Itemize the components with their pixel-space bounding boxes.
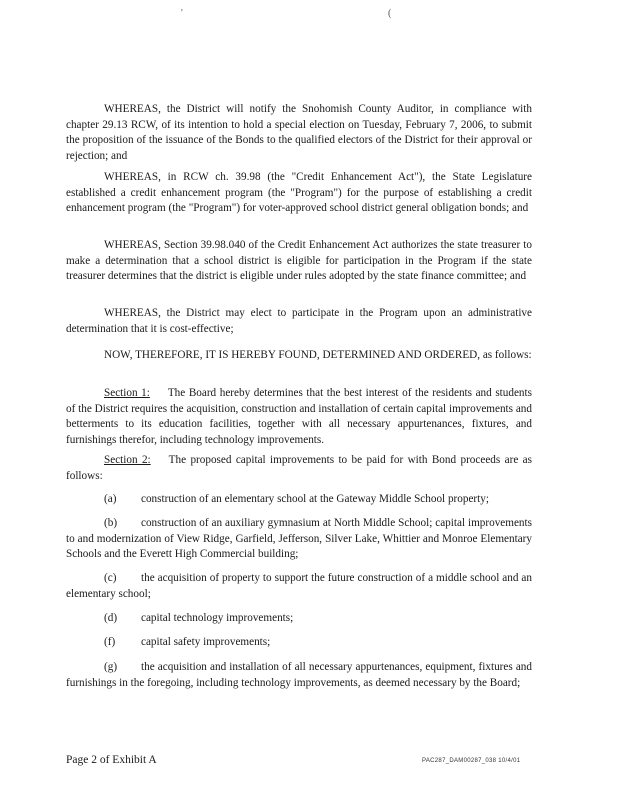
list-item-text: capital technology improvements; bbox=[141, 612, 294, 624]
scan-mark-center: ( bbox=[388, 8, 392, 19]
whereas-paragraph-4: WHEREAS, the District may elect to participate in the Program upon an administrative determination that it is cost-effective; bbox=[66, 307, 532, 335]
list-item-text: capital safety improvements; bbox=[141, 636, 271, 648]
list-item bbox=[66, 571, 532, 602]
section-2-paragraph bbox=[66, 453, 532, 484]
page-footer-label: Page 2 of Exhibit A bbox=[66, 754, 157, 766]
list-item-label: (g) bbox=[104, 661, 118, 673]
list-item-text: the acquisition of property to support the future construction of a middle school and an elementary school; bbox=[66, 572, 532, 600]
list-item-text: the acquisition and installation of all necessary appurtenances, equipment, fixtures and furnishings in the foregoing, including technology improvements, as deemed necessary by the Board; bbox=[66, 661, 532, 689]
section-1-text: The Board hereby determines that the best interest of the residents and students of the District requires the acquisition, construction and installation of certain capital improvements and betterments to its education facilities, together with all necessary appurtenances, fixtures, and furnishings therefor, including technology improvements. bbox=[66, 387, 532, 446]
list-item-label: (f) bbox=[104, 636, 116, 648]
list-item-label: (d) bbox=[104, 612, 118, 624]
section-2-text: The proposed capital improvements to be paid for with Bond proceeds are as follows: bbox=[66, 454, 532, 482]
whereas-paragraph-3: WHEREAS, Section 39.98.040 of the Credit Enhancement Act authorizes the state treasurer to make a determination that a school district is eligible for participation in the Program if the state treasurer determines that the district is eligible under rules adopted by the state finance committee; and bbox=[66, 239, 532, 282]
list-item bbox=[66, 660, 532, 691]
section-1-paragraph bbox=[66, 386, 532, 448]
list-item bbox=[66, 635, 532, 651]
whereas-paragraph-2: WHEREAS, in RCW ch. 39.98 (the "Credit Enhancement Act"), the State Legislature established a credit enhancement program (the "Program") for the purpose of establishing a credit enhancement program (the "Program") for voter-approved school district general obligation bonds; and bbox=[66, 171, 532, 214]
list-item-label: (a) bbox=[104, 493, 117, 505]
list-item bbox=[66, 611, 532, 627]
list-item-label: (c) bbox=[104, 572, 117, 584]
section-1-label: Section 1: bbox=[104, 387, 150, 399]
list-item bbox=[66, 492, 532, 508]
list-item-text: construction of an elementary school at the Gateway Middle School property; bbox=[141, 493, 489, 505]
list-item bbox=[66, 516, 532, 563]
list-item-label: (b) bbox=[104, 517, 118, 529]
list-item-text: construction of an auxiliary gymnasium at North Middle School; capital improvements to and modernization of View Ridge, Garfield, Jefferson, Silver Lake, Whittier and Monroe Elementary Schools and the Everett High Commercial building; bbox=[66, 517, 532, 560]
section-2-label: Section 2: bbox=[104, 454, 151, 466]
document-id: PAC287_DAM00287_038 10/4/01 bbox=[422, 758, 521, 764]
now-therefore-paragraph: NOW, THEREFORE, IT IS HEREBY FOUND, DETERMINED AND ORDERED, as follows: bbox=[104, 349, 532, 361]
whereas-paragraph-1: WHEREAS, the District will notify the Snohomish County Auditor, in compliance with chapter 29.13 RCW, of its intention to hold a special election on Tuesday, February 7, 2006, to submit the proposition of the issuance of the Bonds to the qualified electors of the District for their approval or rejection; and bbox=[66, 103, 532, 162]
scan-mark-left: ' bbox=[181, 8, 183, 19]
